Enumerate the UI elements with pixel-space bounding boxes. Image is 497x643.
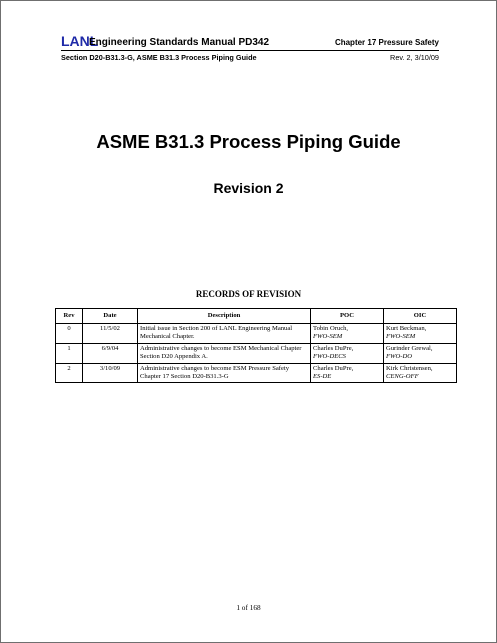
poc-cell	[311, 363, 384, 383]
column-header-rev: Rev	[56, 309, 83, 324]
oic-name: Kirk Christensen,	[386, 364, 433, 372]
revision-date-label: Rev. 2, 3/10/09	[390, 53, 439, 62]
poc-name: Charles DuPre,	[313, 344, 354, 352]
page-subheader	[61, 53, 439, 63]
poc-name: Tobin Oruch,	[313, 325, 349, 332]
description-cell: Administrative changes to become ESM Mechanical Chapter Section D20 Appendix A.	[138, 343, 311, 363]
records-of-revision-table	[55, 308, 457, 383]
date-cell: 3/10/09	[83, 363, 138, 383]
oic-org: CENG-OFF	[386, 373, 419, 381]
column-header-poc: POC	[311, 309, 384, 324]
lanl-logo-text: LANL	[61, 33, 99, 49]
date-cell: 6/9/04	[83, 343, 138, 363]
header-divider	[61, 50, 439, 51]
chapter-label: Chapter 17 Pressure Safety	[334, 38, 439, 47]
manual-title: Engineering Standards Manual PD342	[89, 37, 270, 48]
table-row	[56, 363, 457, 383]
rev-cell: 1	[56, 343, 83, 363]
document-title: ASME B31.3 Process Piping Guide	[96, 131, 401, 152]
revision-label: Revision 2	[213, 180, 284, 196]
poc-cell	[311, 324, 384, 344]
records-heading: RECORDS OF REVISION	[195, 289, 302, 299]
oic-name: Gurinder Grewal,	[386, 344, 433, 352]
oic-org: FWO-SEM	[386, 333, 416, 341]
description-cell: Initial issue in Section 200 of LANL Engineering Manual Mechanical Chapter.	[138, 324, 311, 344]
rev-cell: 0	[56, 324, 83, 344]
oic-name: Kurt Beckman,	[386, 325, 427, 332]
page-number: 1 of 168	[236, 603, 261, 612]
page-header	[61, 34, 439, 50]
poc-cell	[311, 343, 384, 363]
oic-org: FWO-DO	[386, 353, 413, 361]
table-row	[56, 343, 457, 363]
poc-org: FWO-SEM	[313, 333, 343, 341]
table-header-row	[56, 309, 457, 324]
column-header-date: Date	[83, 309, 138, 324]
date-cell: 11/5/02	[83, 324, 138, 344]
oic-cell	[384, 324, 457, 344]
oic-cell	[384, 343, 457, 363]
column-header-oic: OIC	[384, 309, 457, 324]
poc-name: Charles DuPre,	[313, 364, 354, 372]
poc-org: FWO-DECS	[313, 353, 346, 361]
oic-cell	[384, 363, 457, 383]
table-row	[56, 324, 457, 344]
poc-org: ES-DE	[313, 373, 332, 381]
column-header-description: Description	[138, 309, 311, 324]
section-label: Section D20-B31.3-G, ASME B31.3 Process Piping Guide	[61, 53, 257, 62]
rev-cell: 2	[56, 363, 83, 383]
description-cell: Administrative changes to become ESM Pressure Safety Chapter 17 Section D20-B31.3-G	[138, 363, 311, 383]
